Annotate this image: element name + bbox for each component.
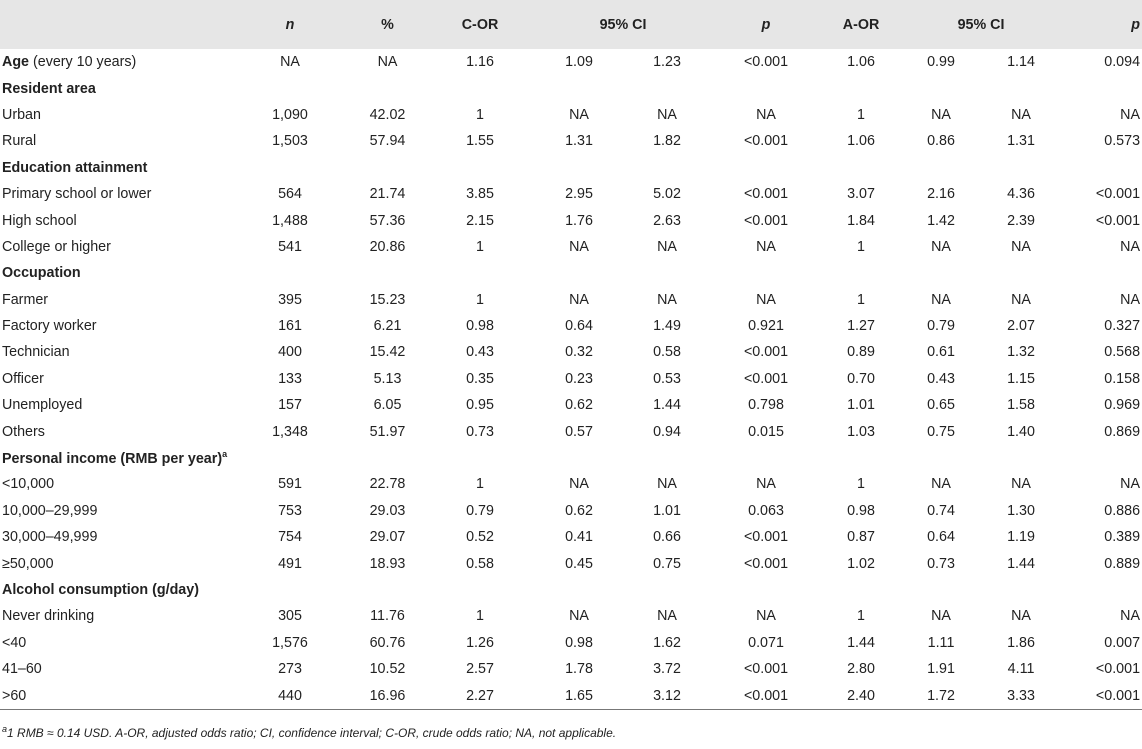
table-cell: 305 xyxy=(278,608,302,625)
table-cell: 60.76 xyxy=(369,634,406,651)
row-label: College or higher xyxy=(2,238,111,255)
table-cell: 22.78 xyxy=(369,476,406,493)
table-cell: 57.36 xyxy=(369,212,406,229)
table-cell: 1.23 xyxy=(653,54,681,71)
table-cell: NA xyxy=(280,54,300,71)
table-cell: 395 xyxy=(278,291,302,308)
table-cell: NA xyxy=(1011,476,1031,493)
table-cell: NA xyxy=(569,238,589,255)
table-cell: NA xyxy=(569,291,589,308)
table-row xyxy=(0,498,1142,524)
table-cell: 10.52 xyxy=(369,661,406,678)
table-cell: 1.76 xyxy=(565,212,593,229)
table-cell: 0.869 xyxy=(1104,423,1141,440)
table-row xyxy=(0,102,1142,128)
row-label: ≥50,000 xyxy=(2,555,54,572)
table-cell: 1.82 xyxy=(653,133,681,150)
table-cell: 42.02 xyxy=(369,106,406,123)
row-label: 30,000–49,999 xyxy=(2,529,98,546)
table-cell: 0.79 xyxy=(466,502,494,519)
section-label-text: Personal income (RMB per year) xyxy=(2,450,223,467)
table-cell: 0.45 xyxy=(565,555,593,572)
table-cell: 0.921 xyxy=(748,318,784,335)
table-cell: 1 xyxy=(857,106,865,123)
table-cell: 1.84 xyxy=(847,212,875,229)
section-label-text: Resident area xyxy=(2,80,96,97)
table-cell: 1.15 xyxy=(1007,370,1035,387)
table-cell: <0.001 xyxy=(711,682,821,709)
table-cell: 0.52 xyxy=(466,529,494,546)
table-cell: 0.158 xyxy=(1104,370,1141,387)
table-cell: 0.98 xyxy=(466,318,494,335)
table-cell: 0.071 xyxy=(748,634,784,651)
table-cell: NA xyxy=(756,291,776,308)
header-empty xyxy=(0,0,230,49)
table-row xyxy=(0,392,1142,418)
section-row xyxy=(0,155,1142,181)
table-cell: 1.44 xyxy=(1007,555,1035,572)
table-cell: 29.03 xyxy=(369,502,406,519)
table-cell: 440 xyxy=(230,682,350,709)
table-cell: NA xyxy=(1120,608,1141,625)
header-c-or: C-OR xyxy=(425,0,535,49)
table-cell: 1.78 xyxy=(565,661,593,678)
table-cell: 1.11 xyxy=(927,634,955,651)
table-cell: 1.32 xyxy=(1007,344,1035,361)
table-cell: 1.44 xyxy=(847,634,875,651)
table-cell: 3.33 xyxy=(981,682,1061,709)
table-footnote xyxy=(0,724,1142,740)
table-cell: 1 xyxy=(476,291,484,308)
table-cell: 0.70 xyxy=(847,370,875,387)
table-cell: <0.001 xyxy=(743,344,789,361)
section-row xyxy=(0,75,1142,101)
table-cell: 15.23 xyxy=(369,291,406,308)
table-cell: <0.001 xyxy=(743,133,789,150)
table-cell: 3.12 xyxy=(623,682,711,709)
section-label-text: Education attainment xyxy=(2,159,148,176)
table-cell: 1.30 xyxy=(1007,502,1035,519)
table-row xyxy=(0,366,1142,392)
table-cell: 16.96 xyxy=(350,682,425,709)
header-n: n xyxy=(230,0,350,49)
row-label: 10,000–29,999 xyxy=(2,502,98,519)
table-cell: 1 xyxy=(857,291,865,308)
table-cell: 0.89 xyxy=(847,344,875,361)
table-cell: 2.27 xyxy=(425,682,535,709)
table-cell: 20.86 xyxy=(369,238,406,255)
table-cell: <0.001 xyxy=(743,370,789,387)
table-cell: 1.31 xyxy=(565,133,593,150)
table-row xyxy=(0,128,1142,154)
table-cell: 1.16 xyxy=(466,54,494,71)
footnote-text: 1 RMB ≈ 0.14 USD. A-OR, adjusted odds ratio; CI, confidence interval; C-OR, crude odds ratio; NA, not applicable. xyxy=(7,725,617,740)
table-cell: <0.001 xyxy=(1095,661,1141,678)
table-cell: 0.61 xyxy=(927,344,955,361)
table-row xyxy=(0,287,1142,313)
table-cell: 0.64 xyxy=(565,318,593,335)
table-cell: 0.43 xyxy=(466,344,494,361)
table-cell: 0.73 xyxy=(466,423,494,440)
section-label xyxy=(0,260,1142,286)
table-cell: NA xyxy=(657,106,677,123)
table-cell: 1 xyxy=(857,238,865,255)
footnote-marker: a xyxy=(222,449,228,460)
header-row xyxy=(0,0,1142,49)
table-cell: 0.87 xyxy=(847,529,875,546)
header-a-p: p xyxy=(1061,0,1142,49)
table-cell: 2.39 xyxy=(1007,212,1035,229)
table-cell: 0.32 xyxy=(565,344,593,361)
table-row xyxy=(0,234,1142,260)
table-cell: 0.573 xyxy=(1104,133,1141,150)
table-cell: 1.86 xyxy=(1007,634,1035,651)
table-cell: 1.72 xyxy=(901,682,981,709)
table-row xyxy=(0,339,1142,365)
row-label: Factory worker xyxy=(2,318,97,335)
table-row xyxy=(0,524,1142,550)
section-label-text: Occupation xyxy=(2,265,81,282)
table-cell: 57.94 xyxy=(369,133,406,150)
table-cell: 0.58 xyxy=(466,555,494,572)
table-cell: 0.389 xyxy=(1104,529,1141,546)
table-cell: NA xyxy=(569,106,589,123)
table-cell: 1.40 xyxy=(1007,423,1035,440)
section-label xyxy=(0,155,1142,181)
table-cell: NA xyxy=(1011,608,1031,625)
table-cell: 541 xyxy=(278,238,302,255)
table-cell: 0.74 xyxy=(927,502,955,519)
table-cell: 15.42 xyxy=(369,344,406,361)
table-cell: NA xyxy=(1011,291,1031,308)
header-c-ci: 95% CI xyxy=(535,0,711,49)
table-row xyxy=(0,207,1142,233)
table-cell: 3.85 xyxy=(466,186,494,203)
table-cell: 1.19 xyxy=(1007,529,1035,546)
table-cell: 2.57 xyxy=(466,661,494,678)
table-cell: 0.86 xyxy=(927,133,955,150)
table-cell: 564 xyxy=(278,186,302,203)
table-cell: NA xyxy=(931,291,951,308)
table-cell: 0.94 xyxy=(653,423,681,440)
row-label xyxy=(0,49,230,75)
table-cell: 6.21 xyxy=(373,318,402,335)
table-cell: 0.41 xyxy=(565,529,593,546)
table-cell: 157 xyxy=(278,397,302,414)
table-cell: NA xyxy=(756,476,776,493)
table-cell: 2.16 xyxy=(927,186,955,203)
table-cell: 1.58 xyxy=(1007,397,1035,414)
table-cell: 0.79 xyxy=(927,318,955,335)
table-cell: 4.36 xyxy=(1007,186,1035,203)
table-cell: 1 xyxy=(476,238,484,255)
footnote-marker: a xyxy=(2,723,8,734)
table-cell: 51.97 xyxy=(369,423,406,440)
table-cell: 0.889 xyxy=(1104,555,1141,572)
row-label: Technician xyxy=(2,344,70,361)
table-cell: 1 xyxy=(857,476,865,493)
table-cell: <0.001 xyxy=(743,529,789,546)
table-cell: 1.42 xyxy=(927,212,955,229)
table-cell: 491 xyxy=(278,555,302,572)
table-cell: 2.95 xyxy=(565,186,593,203)
section-label xyxy=(0,445,1142,471)
table-cell: NA xyxy=(931,476,951,493)
table-cell: 0.798 xyxy=(748,397,784,414)
table-cell: 1.26 xyxy=(466,634,494,651)
table-cell: 1,488 xyxy=(272,212,308,229)
row-label: 41–60 xyxy=(2,661,42,678)
table-cell: 0.35 xyxy=(466,370,494,387)
table-cell: 18.93 xyxy=(369,555,406,572)
table-row xyxy=(0,471,1142,497)
table-cell: 0.568 xyxy=(1104,344,1141,361)
row-label: <10,000 xyxy=(2,476,55,493)
section-label-text: Alcohol consumption (g/day) xyxy=(2,582,199,598)
table-cell: 0.53 xyxy=(653,370,681,387)
table-cell: <0.001 xyxy=(743,555,789,572)
table-row xyxy=(0,682,1142,709)
header-a-ci: 95% CI xyxy=(901,0,1061,49)
row-label: Officer xyxy=(2,370,44,387)
table-cell: 1,576 xyxy=(272,634,308,651)
table-cell: 1.55 xyxy=(466,133,494,150)
table-cell: 0.98 xyxy=(847,502,875,519)
header-c-p: p xyxy=(711,0,821,49)
table-cell: NA xyxy=(756,106,776,123)
table-cell: 1.27 xyxy=(847,318,875,335)
table-cell: NA xyxy=(569,476,589,493)
table-cell: NA xyxy=(1011,106,1031,123)
table-cell: 1.09 xyxy=(565,54,593,71)
table-cell: NA xyxy=(1120,106,1141,123)
table-cell: 1,503 xyxy=(272,133,308,150)
table-cell: 4.11 xyxy=(1007,661,1035,678)
table-cell: NA xyxy=(756,238,776,255)
section-label xyxy=(0,577,1142,603)
row-label: Urban xyxy=(2,106,41,123)
table-cell: 1.14 xyxy=(1007,54,1035,71)
section-row xyxy=(0,260,1142,286)
table-cell: 1 xyxy=(476,608,484,625)
row-label: Never drinking xyxy=(2,608,95,625)
table-cell: 0.886 xyxy=(1104,502,1141,519)
table-cell: <0.001 xyxy=(1095,212,1141,229)
table-cell: 1.03 xyxy=(847,423,875,440)
table-cell: 0.62 xyxy=(565,397,593,414)
table-cell: 0.43 xyxy=(927,370,955,387)
table-cell: 0.969 xyxy=(1104,397,1141,414)
table-cell: NA xyxy=(931,106,951,123)
table-row xyxy=(0,49,1142,75)
table-cell: 161 xyxy=(278,318,302,335)
table-cell: 2.63 xyxy=(653,212,681,229)
section-row xyxy=(0,445,1142,471)
table-cell: 1.31 xyxy=(1007,133,1035,150)
table-cell: NA xyxy=(1011,238,1031,255)
table-cell: 3.07 xyxy=(847,186,875,203)
table-cell: 0.95 xyxy=(466,397,494,414)
table-cell: 753 xyxy=(278,502,302,519)
table-cell: 1.65 xyxy=(535,682,623,709)
table-cell: 1.62 xyxy=(653,634,681,651)
table-cell: 1.06 xyxy=(847,133,875,150)
table-cell: <0.001 xyxy=(743,54,789,71)
table-cell: 1 xyxy=(857,608,865,625)
row-label: High school xyxy=(2,212,77,229)
table-cell: 0.62 xyxy=(565,502,593,519)
row-label: Rural xyxy=(2,133,37,150)
row-label: >60 xyxy=(0,682,230,709)
table-cell: 2.80 xyxy=(847,661,875,678)
section-row xyxy=(0,577,1142,603)
row-label-rest: (every 10 years) xyxy=(29,54,137,71)
table-cell: 0.66 xyxy=(653,529,681,546)
table-cell: NA xyxy=(1120,238,1141,255)
table-row xyxy=(0,630,1142,656)
table-cell: 1 xyxy=(476,476,484,493)
table-cell: 0.75 xyxy=(653,555,681,572)
table-cell: 0.99 xyxy=(927,54,955,71)
table-cell: <0.001 xyxy=(743,661,789,678)
table-cell: 3.72 xyxy=(653,661,681,678)
row-label: Farmer xyxy=(2,291,49,308)
table-cell: 0.75 xyxy=(927,423,955,440)
table-cell: <0.001 xyxy=(1061,682,1142,709)
table-cell: 0.015 xyxy=(748,423,784,440)
table-cell: 1.49 xyxy=(653,318,681,335)
table-cell: 5.13 xyxy=(373,370,402,387)
table-cell: NA xyxy=(1120,291,1141,308)
table-cell: 273 xyxy=(278,661,302,678)
table-cell: 754 xyxy=(278,529,302,546)
table-cell: 0.063 xyxy=(748,502,784,519)
table-row xyxy=(0,656,1142,682)
row-label: Unemployed xyxy=(2,397,83,414)
table-cell: 5.02 xyxy=(653,186,681,203)
table-cell: 0.58 xyxy=(653,344,681,361)
table-cell: 21.74 xyxy=(369,186,406,203)
table-cell: NA xyxy=(569,608,589,625)
table-body xyxy=(0,49,1142,709)
table-cell: NA xyxy=(657,476,677,493)
table-cell: 0.23 xyxy=(565,370,593,387)
table-cell: 591 xyxy=(278,476,302,493)
table-cell: 1.01 xyxy=(653,502,681,519)
table-cell: 0.65 xyxy=(927,397,955,414)
table-cell: NA xyxy=(931,238,951,255)
table-cell: 2.07 xyxy=(1007,318,1035,335)
section-label xyxy=(0,75,1142,101)
table-cell: <0.001 xyxy=(743,212,789,229)
table-cell: 1.91 xyxy=(927,661,955,678)
table-cell: <0.001 xyxy=(1095,186,1141,203)
table-cell: 1.06 xyxy=(847,54,875,71)
table-row xyxy=(0,313,1142,339)
table-cell: 1,348 xyxy=(272,423,308,440)
table-cell: 400 xyxy=(278,344,302,361)
table-cell: 0.007 xyxy=(1104,634,1141,651)
row-label: Primary school or lower xyxy=(2,186,152,203)
table-cell: 0.57 xyxy=(565,423,593,440)
table-cell: 1.44 xyxy=(653,397,681,414)
header-a-or: A-OR xyxy=(821,0,901,49)
table-cell: NA xyxy=(657,291,677,308)
table-cell: 1.02 xyxy=(847,555,875,572)
table-cell: 1 xyxy=(476,106,484,123)
table-cell: 0.094 xyxy=(1104,54,1141,71)
header-percent: % xyxy=(350,0,425,49)
table-cell: NA xyxy=(377,54,398,71)
table-row xyxy=(0,550,1142,576)
row-label: <40 xyxy=(2,634,27,651)
row-label: Others xyxy=(2,423,45,440)
table-cell: 29.07 xyxy=(369,529,406,546)
table-row xyxy=(0,418,1142,444)
table-cell: NA xyxy=(657,608,677,625)
table-cell: 2.15 xyxy=(466,212,494,229)
table-row xyxy=(0,181,1142,207)
table-cell: NA xyxy=(657,238,677,255)
row-label-bold: Age xyxy=(2,54,30,71)
table-row xyxy=(0,603,1142,629)
table-cell: 2.40 xyxy=(821,682,901,709)
table-cell: 1,090 xyxy=(272,106,308,123)
table-cell: 1.01 xyxy=(847,397,875,414)
table-cell: 0.73 xyxy=(927,555,955,572)
table-cell: 0.98 xyxy=(565,634,593,651)
table-cell: <0.001 xyxy=(743,186,789,203)
table-cell: NA xyxy=(931,608,951,625)
table-cell: 0.327 xyxy=(1104,318,1141,335)
table-cell: NA xyxy=(1120,476,1141,493)
table-cell: 0.64 xyxy=(927,529,955,546)
table-cell: 11.76 xyxy=(370,608,405,625)
table-cell: NA xyxy=(756,608,776,625)
table-cell: 133 xyxy=(278,370,302,387)
table-cell: 6.05 xyxy=(373,397,402,414)
